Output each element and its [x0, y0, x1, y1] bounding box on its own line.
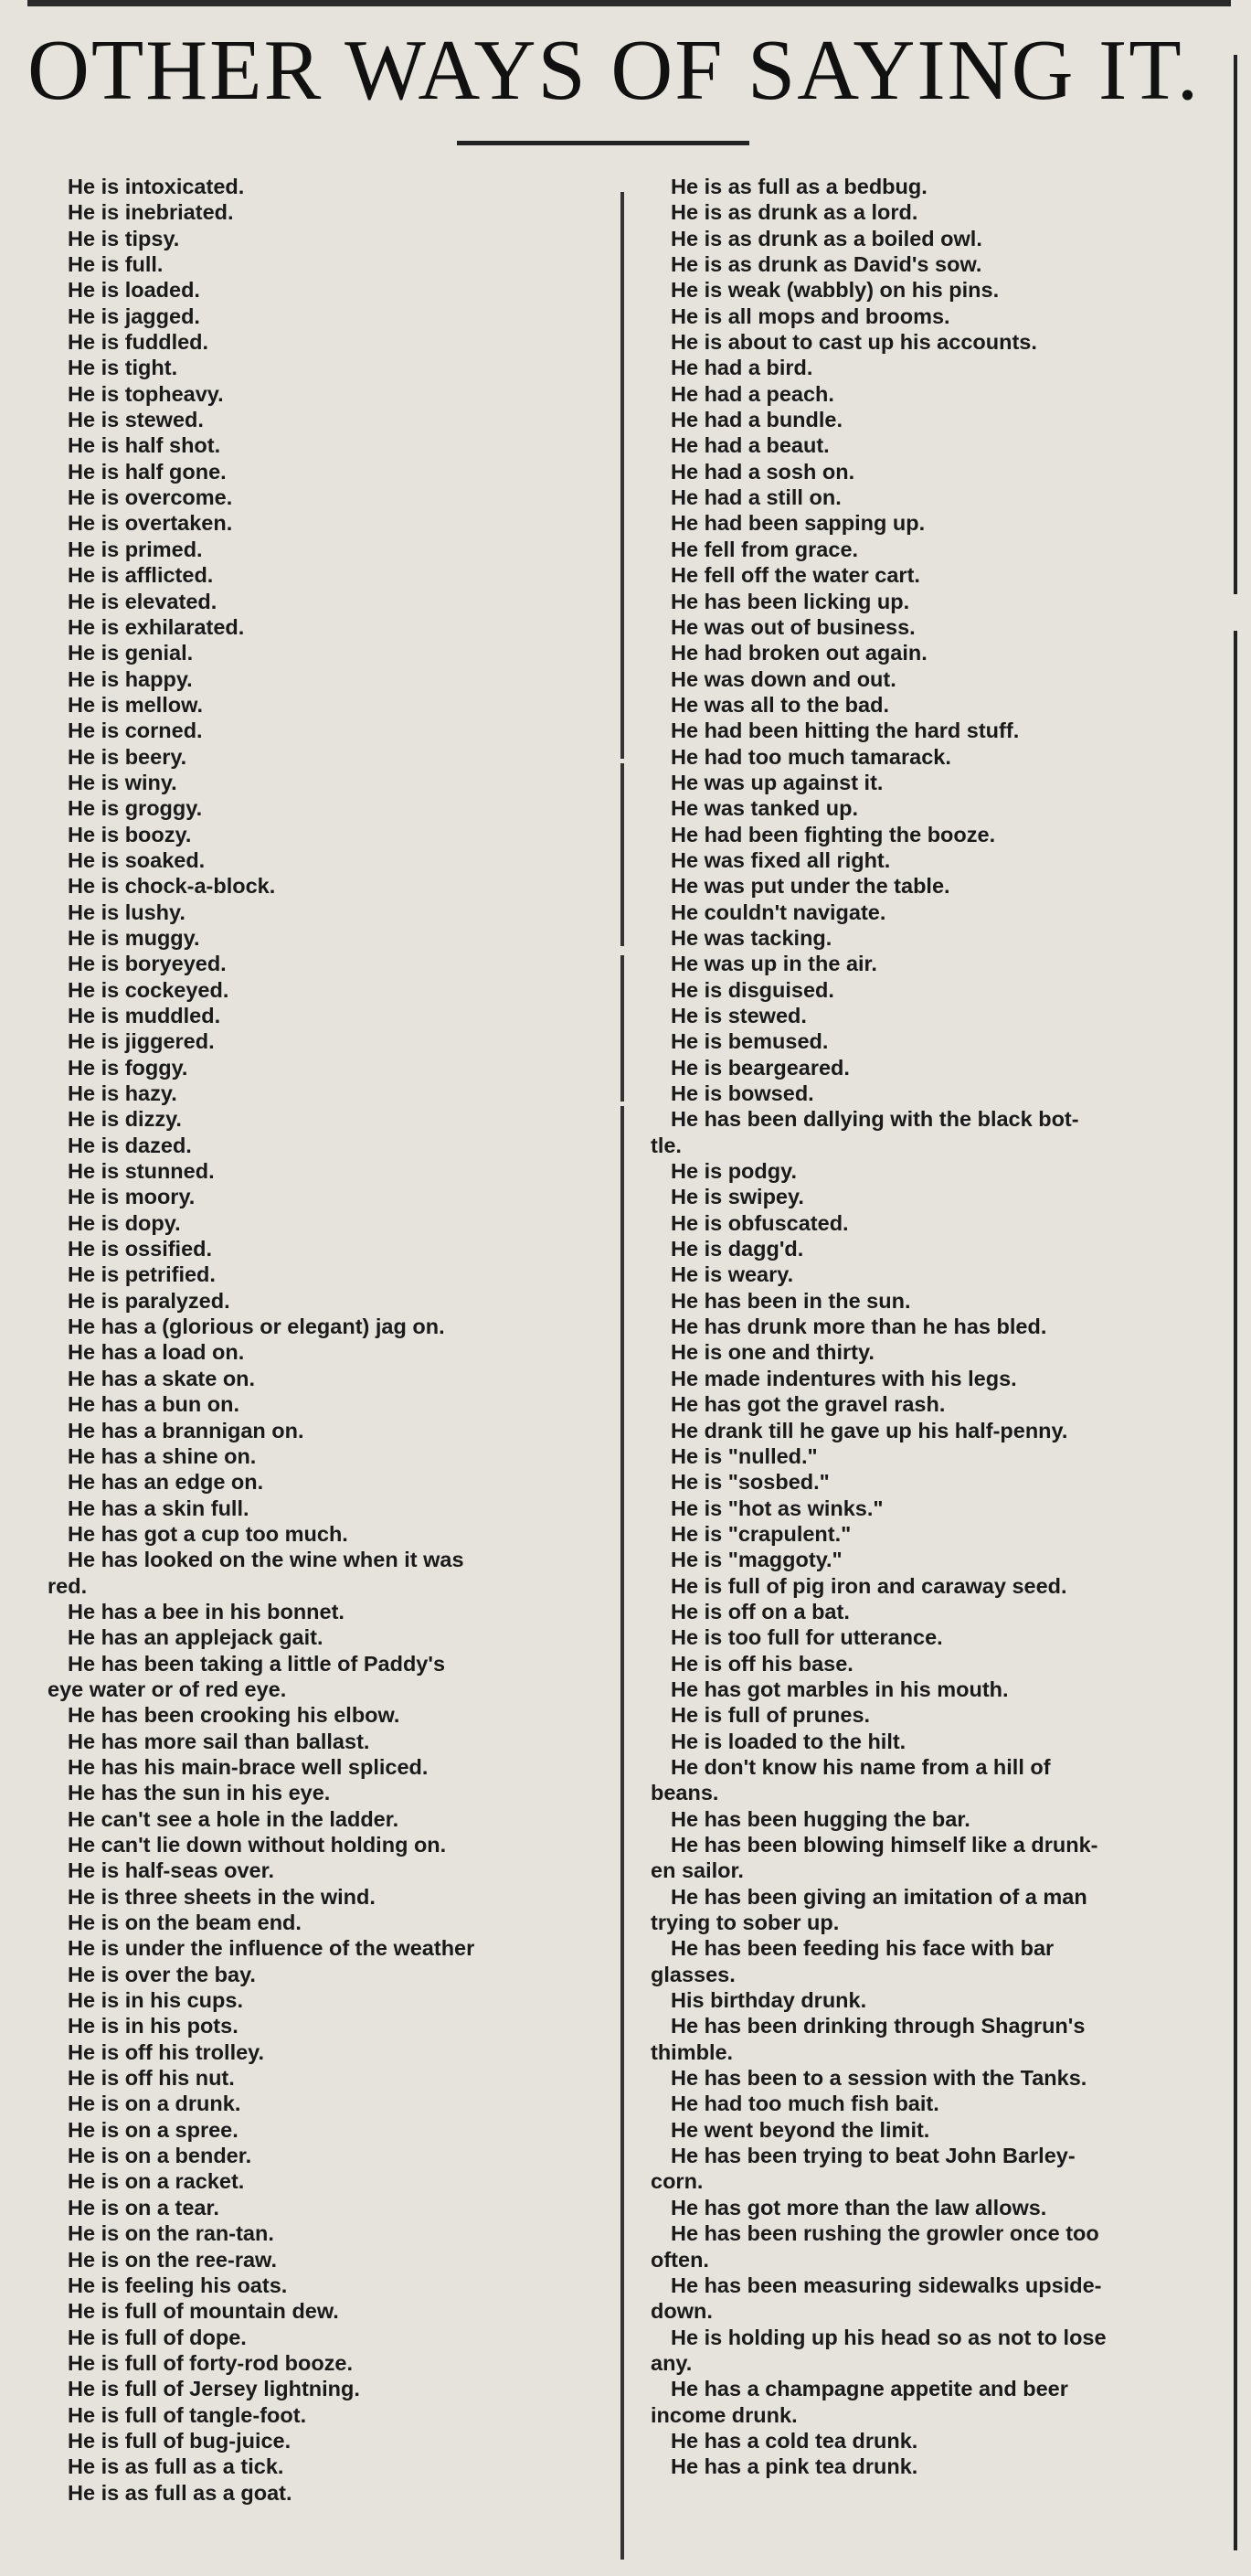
phrase-line: He is genial.: [68, 641, 194, 665]
phrase-line: thimble.: [651, 2039, 734, 2064]
phrase-line: He was fixed all right.: [671, 847, 891, 872]
phrase-line: He is jagged.: [68, 303, 200, 328]
phrase-line: He is chock-a-block.: [68, 874, 276, 899]
phrase-line: He is dazed.: [68, 1133, 192, 1157]
page-edge-rule: [1234, 631, 1237, 2550]
phrase-line: often.: [651, 2247, 709, 2272]
phrase-line: He is elevated.: [68, 589, 217, 613]
phrase-line: He has been feeding his face with bar: [671, 1936, 1055, 1961]
phrase-line: He is muddled.: [68, 1004, 221, 1027]
phrase-line: He has an applejack gait.: [68, 1625, 323, 1650]
phrase-line: He has a bun on.: [68, 1392, 240, 1417]
phrase-line: He is one and thirty.: [671, 1340, 875, 1365]
phrase-line: He is as drunk as David's sow.: [671, 252, 982, 277]
phrase-line: He is hazy.: [68, 1081, 177, 1106]
phrase-line: any.: [651, 2350, 693, 2375]
phrase-line: He is winy.: [68, 770, 177, 794]
phrase-line: He is on the beam end.: [68, 1911, 302, 1935]
phrase-line: He is afflicted.: [68, 563, 214, 588]
phrase-line: He has a champagne appetite and beer: [671, 2377, 1068, 2401]
phrase-line: He fell from grace.: [671, 537, 859, 561]
phrase-line: He had a still on.: [671, 485, 842, 510]
phrase-line: He is full of Jersey lightning.: [68, 2377, 360, 2401]
phrase-line: He is on a racket.: [68, 2169, 245, 2194]
phrase-line: He is off his trolley.: [68, 2039, 265, 2064]
phrase-line: He has been blowing himself like a drunk-: [671, 1833, 1098, 1857]
phrase-line: He had been hitting the hard stuff.: [671, 719, 1020, 743]
phrase-line: He had a bundle.: [671, 408, 843, 432]
phrase-line: He is about to cast up his accounts.: [671, 330, 1037, 355]
headline: OTHER WAYS OF SAYING IT.: [27, 23, 1201, 118]
page-edge-rule: [1234, 55, 1237, 594]
phrase-line: He has a brannigan on.: [68, 1418, 304, 1442]
phrase-line: glasses.: [651, 1962, 736, 1986]
phrase-line: He is disguised.: [671, 977, 834, 1002]
phrase-line: He has a load on.: [68, 1340, 245, 1365]
phrase-line: He has a cold tea drunk.: [671, 2428, 918, 2453]
phrase-line: He is loaded to the hilt.: [671, 1729, 906, 1753]
phrase-line: He is as full as a bedbug.: [671, 175, 928, 198]
phrase-line: He is bemused.: [671, 1029, 829, 1054]
phrase-line: He has the sun in his eye.: [68, 1781, 331, 1805]
right-column: [651, 174, 1226, 2480]
phrase-line: He can't lie down without holding on.: [68, 1833, 447, 1857]
phrase-line: He is on a spree.: [68, 2117, 239, 2142]
phrase-line: He is dagg'd.: [671, 1237, 804, 1261]
phrase-line: He has been in the sun.: [671, 1288, 911, 1313]
phrase-line: He is dizzy.: [68, 1107, 182, 1132]
phrase-line: He is foggy.: [68, 1055, 188, 1080]
phrase-line: He don't know his name from a hill of: [671, 1754, 1051, 1779]
phrase-line: He is jiggered.: [68, 1029, 215, 1054]
phrase-line: He has been hugging the bar.: [671, 1806, 970, 1831]
phrase-line: He is full of forty-rod booze.: [68, 2350, 354, 2375]
column-rule: [620, 192, 624, 759]
phrase-line: He is petrified.: [68, 1262, 216, 1287]
phrase-line: He has got the gravel rash.: [671, 1392, 946, 1417]
phrase-line: He has been taking a little of Paddy's: [68, 1651, 446, 1676]
phrase-line: red.: [48, 1573, 88, 1598]
phrase-line: He is full of bug-juice.: [68, 2428, 292, 2453]
phrase-line: He is as drunk as a lord.: [671, 200, 918, 225]
phrase-line: He is holding up his head so as not to lose: [671, 2325, 1107, 2349]
phrase-line: He is "nulled.": [671, 1443, 818, 1468]
phrase-line: He is exhilarated.: [68, 614, 245, 639]
phrase-line: He is ossified.: [68, 1237, 213, 1261]
phrase-line: He is corned.: [68, 719, 203, 743]
phrase-line: He is primed.: [68, 537, 203, 561]
phrase-line: He can't see a hole in the ladder.: [68, 1806, 399, 1831]
phrase-line: He has his main-brace well spliced.: [68, 1754, 429, 1779]
phrase-line: He is topheavy.: [68, 381, 224, 406]
phrase-line: He has been drinking through Shagrun's: [671, 2014, 1086, 2038]
column-rule: [620, 955, 624, 1102]
phrase-line: He is half-seas over.: [68, 1858, 274, 1883]
phrase-line: He is full of tangle-foot.: [68, 2402, 307, 2427]
phrase-line: He has been measuring sidewalks upside-: [671, 2273, 1102, 2297]
phrase-line: He had a sosh on.: [671, 459, 855, 484]
phrase-line: He drank till he gave up his half-penny.: [671, 1418, 1068, 1442]
phrase-line: He is happy.: [68, 666, 193, 691]
phrase-line: He is "crapulent.": [671, 1521, 852, 1546]
phrase-line: He is overtaken.: [68, 511, 233, 536]
phrase-line: He is half shot.: [68, 433, 221, 458]
phrase-line: He is swipey.: [671, 1185, 804, 1209]
phrase-line: He is boryeyed.: [68, 952, 227, 976]
phrase-line: He couldn't navigate.: [671, 899, 886, 924]
phrase-line: He has looked on the wine when it was: [68, 1548, 464, 1572]
phrase-line: He is stewed.: [68, 408, 204, 432]
phrase-line: He has a (glorious or elegant) jag on.: [68, 1315, 445, 1339]
phrase-line: He is soaked.: [68, 847, 206, 872]
phrase-line: He is stewed.: [671, 1004, 807, 1027]
phrase-line: His birthday drunk.: [671, 1988, 867, 2013]
phrase-line: He has been crooking his elbow.: [68, 1703, 400, 1728]
top-rule: [27, 0, 1231, 6]
phrase-line: He is full of prunes.: [671, 1703, 871, 1728]
phrase-line: He had a beaut.: [671, 433, 830, 458]
phrase-line: He was out of business.: [671, 614, 916, 639]
phrase-line: He went beyond the limit.: [671, 2117, 930, 2142]
phrase-line: He is full of mountain dew.: [68, 2299, 339, 2324]
phrase-line: He has got a cup too much.: [68, 1521, 348, 1546]
column-rule: [620, 763, 624, 946]
phrase-line: He is as full as a goat.: [68, 2480, 292, 2505]
phrase-line: He is in his cups.: [68, 1988, 243, 2013]
phrase-line: He had been fighting the booze.: [671, 822, 996, 846]
phrase-line: He is on the ran-tan.: [68, 2221, 274, 2246]
phrase-line: He was tanked up.: [671, 796, 859, 821]
phrase-line: down.: [651, 2299, 713, 2324]
phrase-line: He has been licking up.: [671, 589, 910, 613]
phrase-line: He is lushy.: [68, 899, 186, 924]
phrase-line: He was down and out.: [671, 666, 896, 691]
phrase-line: He is tight.: [68, 356, 178, 380]
phrase-line: corn.: [651, 2169, 704, 2194]
phrase-line: He had a peach.: [671, 381, 834, 406]
phrase-line: He has drunk more than he has bled.: [671, 1315, 1047, 1339]
phrase-line: He has an edge on.: [68, 1470, 264, 1495]
phrase-line: He is "maggoty.": [671, 1548, 843, 1572]
phrase-line: He is weary.: [671, 1262, 794, 1287]
phrase-line: He is intoxicated.: [68, 175, 245, 198]
phrase-line: He is loaded.: [68, 278, 200, 303]
phrase-line: He is full of pig iron and caraway seed.: [671, 1573, 1067, 1598]
phrase-line: He has more sail than ballast.: [68, 1729, 370, 1753]
phrase-line: He is half gone.: [68, 459, 227, 484]
phrase-line: He is bowsed.: [671, 1081, 814, 1106]
phrase-line: He is full.: [68, 252, 164, 277]
phrase-line: He is beargeared.: [671, 1055, 850, 1080]
phrase-line: He is on a bender.: [68, 2144, 252, 2168]
phrase-line: He has a bee in his bonnet.: [68, 1599, 345, 1623]
phrase-line: He is cockeyed.: [68, 977, 229, 1002]
phrase-line: He is off his nut.: [68, 2066, 235, 2091]
phrase-line: He is fuddled.: [68, 330, 209, 355]
column-rule: [620, 1106, 624, 2560]
phrase-line: He had a bird.: [671, 356, 813, 380]
phrase-line: He is moory.: [68, 1185, 196, 1209]
phrase-line: He is weak (wabbly) on his pins.: [671, 278, 1000, 303]
phrase-line: He has been dallying with the black bot-: [671, 1107, 1079, 1132]
phrase-line: He is as full as a tick.: [68, 2454, 284, 2479]
phrase-line: He has been trying to beat John Barley-: [671, 2144, 1076, 2168]
phrase-line: He has been to a session with the Tanks.: [671, 2066, 1087, 2091]
phrase-line: He has a pink tea drunk.: [671, 2454, 918, 2479]
phrase-line: He has a skate on.: [68, 1366, 256, 1390]
phrase-line: He is beery.: [68, 744, 187, 769]
phrase-line: en sailor.: [651, 1858, 744, 1883]
phrase-line: He is podgy.: [671, 1159, 797, 1184]
title-rule: [457, 141, 749, 145]
phrase-line: He is groggy.: [68, 796, 203, 821]
phrase-line: income drunk.: [651, 2402, 798, 2427]
phrase-line: He is obfuscated.: [671, 1210, 849, 1235]
phrase-line: He is "hot as winks.": [671, 1496, 884, 1520]
phrase-line: He had broken out again.: [671, 641, 928, 665]
left-column: [48, 174, 614, 2506]
phrase-line: He was put under the table.: [671, 874, 950, 899]
phrase-line: He is in his pots.: [68, 2014, 239, 2038]
phrase-line: He has got more than the law allows.: [671, 2195, 1047, 2219]
phrase-line: He is three sheets in the wind.: [68, 1884, 376, 1909]
phrase-line: He had too much fish bait.: [671, 2092, 939, 2116]
phrase-line: tle.: [651, 1133, 682, 1157]
phrase-line: He is tipsy.: [68, 226, 180, 250]
phrase-line: He is on the ree-raw.: [68, 2247, 277, 2272]
phrase-line: He is stunned.: [68, 1159, 215, 1184]
phrase-line: He is as drunk as a boiled owl.: [671, 226, 982, 250]
phrase-line: He is paralyzed.: [68, 1288, 230, 1313]
phrase-line: He is on a drunk.: [68, 2092, 241, 2116]
phrase-line: He is on a tear.: [68, 2195, 219, 2219]
phrase-line: He is overcome.: [68, 485, 233, 510]
phrase-line: He has a shine on.: [68, 1443, 257, 1468]
phrase-line: He had been sapping up.: [671, 511, 926, 536]
phrase-line: He is under the influence of the weather: [68, 1936, 475, 1961]
phrase-line: eye water or of red eye.: [48, 1677, 287, 1701]
phrase-line: He has been rushing the growler once too: [671, 2221, 1099, 2246]
phrase-line: He is dopy.: [68, 1210, 181, 1235]
phrase-line: He was tacking.: [671, 925, 832, 950]
phrase-line: He has got marbles in his mouth.: [671, 1677, 1009, 1701]
phrase-line: He is all mops and brooms.: [671, 303, 950, 328]
phrase-line: He is full of dope.: [68, 2325, 247, 2349]
phrase-line: He fell off the water cart.: [671, 563, 920, 588]
phrase-line: He was all to the bad.: [671, 692, 889, 717]
phrase-line: He is inebriated.: [68, 200, 234, 225]
phrase-line: He is over the bay.: [68, 1962, 256, 1986]
phrase-line: He is feeling his oats.: [68, 2273, 288, 2297]
phrase-line: He has been giving an imitation of a man: [671, 1884, 1087, 1909]
phrase-line: He is too full for utterance.: [671, 1625, 943, 1650]
phrase-line: He is "sosbed.": [671, 1470, 830, 1495]
phrase-line: He was up against it.: [671, 770, 884, 794]
phrase-line: He made indentures with his legs.: [671, 1366, 1017, 1390]
phrase-line: He has a skin full.: [68, 1496, 249, 1520]
phrase-line: trying to sober up.: [651, 1911, 840, 1935]
phrase-line: He had too much tamarack.: [671, 744, 951, 769]
phrase-line: beans.: [651, 1781, 719, 1805]
phrase-line: He is boozy.: [68, 822, 192, 846]
phrase-line: He is mellow.: [68, 692, 204, 717]
phrase-line: He is muggy.: [68, 925, 200, 950]
phrase-line: He is off his base.: [671, 1651, 853, 1676]
phrase-line: He is off on a bat.: [671, 1599, 850, 1623]
phrase-line: He was up in the air.: [671, 952, 877, 976]
